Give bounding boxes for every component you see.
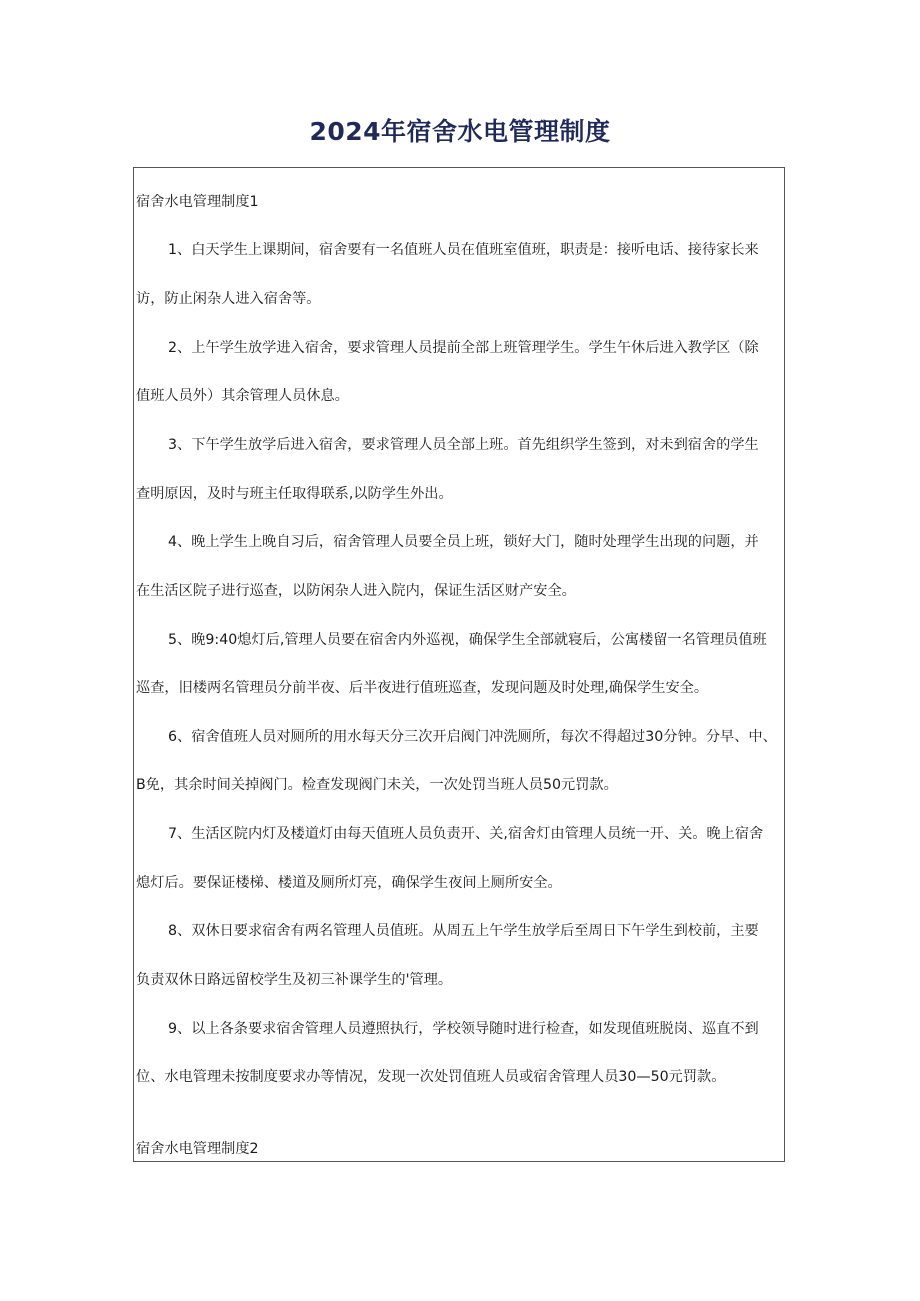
rule-5-line-1: 5、晚9:40熄灯后,管理人员要在宿舍内外巡视，确保学生全部就寝后，公寓楼留一名管理员值班	[168, 632, 767, 648]
rule-4-line-2: 在生活区院子进行巡查，以防闲杂人进入院内，保证生活区财产安全。	[136, 583, 576, 599]
rule-3-line-2: 查明原因，及时与班主任取得联系,以防学生外出。	[136, 486, 453, 502]
rule-8-line-2: 负责双休日路远留校学生及初三补课学生的'管理。	[136, 972, 453, 988]
section-heading-1: 宿舍水电管理制度1	[136, 194, 259, 210]
rule-9-line-1: 9、以上各条要求宿舍管理人员遵照执行，学校领导随时进行检查，如发现值班脱岗、巡直不到	[168, 1021, 759, 1037]
rule-9-line-2: 位、水电管理未按制度要求办等情况，发现一次处罚值班人员或宿舍管理人员30—50元罚款。	[136, 1069, 726, 1085]
document-title: 2024年宿舍水电管理制度	[309, 117, 611, 146]
rule-5-line-2: 巡查，旧楼两名管理员分前半夜、后半夜进行值班巡查，发现问题及时处理,确保学生安全。	[136, 680, 709, 696]
rule-7-line-1: 7、生活区院内灯及楼道灯由每天值班人员负责开、关,宿舍灯由管理人员统一开、关。晚上宿舍	[168, 826, 764, 842]
rule-8-line-1: 8、双休日要求宿舍有两名管理人员值班。从周五上午学生放学后至周日下午学生到校前，主要	[168, 923, 759, 939]
section-heading-2: 宿舍水电管理制度2	[136, 1141, 259, 1157]
rule-7-line-2: 熄灯后。要保证楼梯、楼道及厕所灯亮，确保学生夜间上厕所安全。	[136, 875, 562, 891]
rule-2-line-1: 2、上午学生放学进入宿舍，要求管理人员提前全部上班管理学生。学生午休后进入教学区（除	[168, 340, 759, 356]
rule-6-line-2: B免，其余时间关掉阀门。检查发现阀门未关，一次处罚当班人员50元罚款。	[136, 777, 618, 793]
rule-1-line-1: 1、白天学生上课期间，宿舍要有一名值班人员在值班室值班，职责是：接听电话、接待家长来	[168, 242, 759, 258]
rule-6-line-1: 6、宿舍值班人员对厕所的用水每天分三次开启阀门冲洗厕所，每次不得超过30分钟。分早、中、	[168, 729, 777, 745]
rule-2-line-2: 值班人员外）其余管理人员休息。	[136, 388, 349, 404]
rule-1-line-2: 访，防止闲杂人进入宿舍等。	[136, 291, 321, 307]
rule-4-line-1: 4、晚上学生上晚自习后，宿舍管理人员要全员上班，锁好大门，随时处理学生出现的问题，并	[168, 534, 759, 550]
content-frame	[133, 167, 785, 1162]
rule-3-line-1: 3、下午学生放学后进入宿舍，要求管理人员全部上班。首先组织学生签到，对未到宿舍的学生	[168, 437, 759, 453]
